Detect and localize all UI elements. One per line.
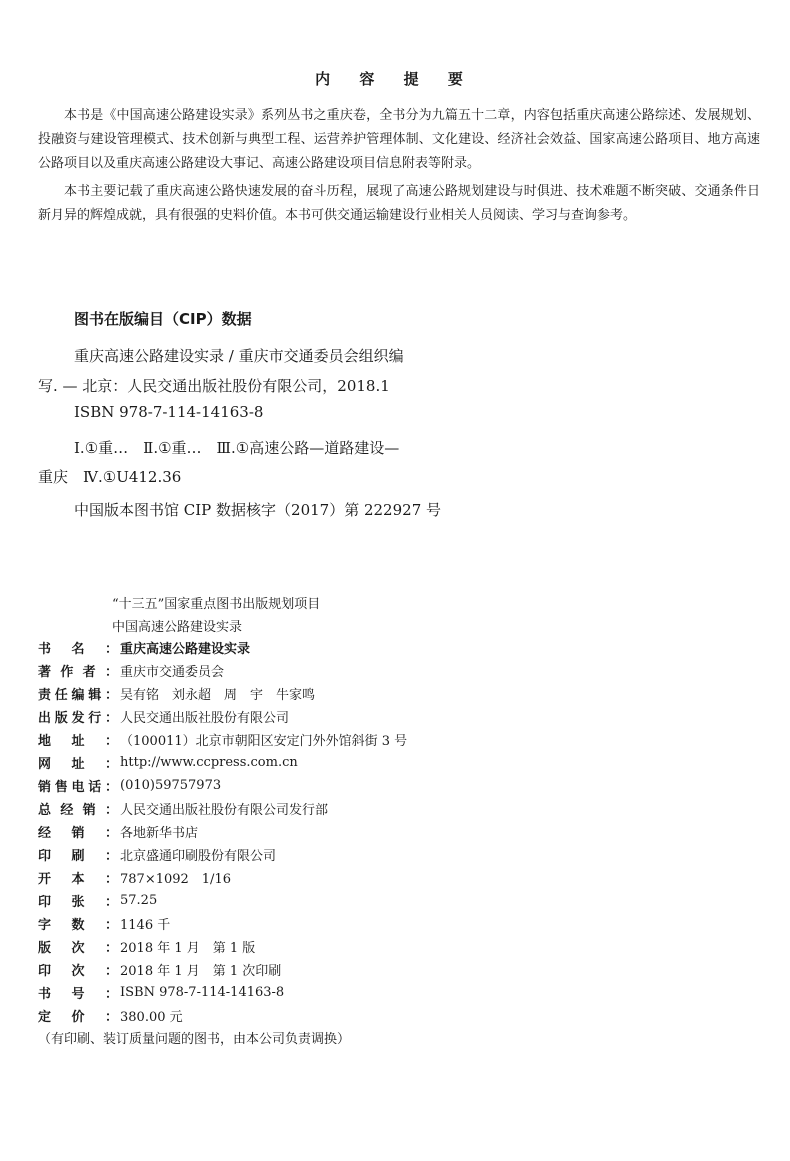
info-value: (010)59757973	[120, 777, 222, 793]
quality-notice: （有印刷、装订质量问题的图书，由本公司负责调换）	[38, 1032, 351, 1047]
info-value: 2018 年 1 月 第 1 版	[120, 940, 256, 956]
info-row-author	[38, 660, 224, 680]
cip-heading: 图书在版编目（CIP）数据	[74, 310, 252, 328]
info-label: 网址：	[38, 756, 118, 772]
info-label: 印刷：	[38, 848, 118, 864]
info-row-website	[38, 752, 298, 772]
info-value: 各地新华书店	[120, 825, 199, 841]
info-value: （100011）北京市朝阳区安定门外外馆斜街 3 号	[120, 733, 408, 749]
info-label: 印张：	[38, 894, 118, 910]
info-row-edition	[38, 936, 255, 956]
cip-line-record-number: 中国版本图书馆 CIP 数据核字（2017）第 222927 号	[74, 501, 442, 519]
info-row-distributor	[38, 798, 328, 818]
info-row-printing	[38, 959, 281, 979]
info-label: 印次：	[38, 963, 118, 979]
info-row-dealer	[38, 821, 198, 841]
info-label: 定价：	[38, 1009, 118, 1025]
info-value: 北京盛通印刷股份有限公司	[120, 848, 277, 864]
cip-line-publisher: 写. — 北京：人民交通出版社股份有限公司，2018.1	[38, 377, 390, 395]
info-row-publisher	[38, 706, 289, 726]
info-row-title	[38, 637, 250, 657]
summary-paragraph-2-text: 本书主要记载了重庆高速公路快速发展的奋斗历程，展现了高速公路规划建设与时俱进、技术难题不断突破、交通条件日新月异的辉煌成就，具有很强的史料价值。本书可供交通运输建设行业相关人员阅读、学习与查询参考。	[38, 184, 760, 223]
summary-paragraph-1-text: 本书是《中国高速公路建设实录》系列丛书之重庆卷，全书分为九篇五十二章，内容包括重庆高速公路综述、发展规划、投融资与建设管理模式、技术创新与典型工程、运营养护管理体制、文化建设、经济社会效益、国家高速公路项目、地方高速公路项目以及重庆高速公路建设大事记、高速公路建设项目信息附表等附录。	[38, 108, 760, 171]
info-row-printer	[38, 844, 276, 864]
info-value: 重庆高速公路建设实录	[120, 641, 251, 657]
info-value: 人民交通出版社股份有限公司	[120, 710, 290, 726]
info-row-format	[38, 867, 231, 887]
info-value: 2018 年 1 月 第 1 次印刷	[120, 963, 282, 979]
info-row-editors	[38, 683, 315, 703]
info-label: 总经销：	[38, 802, 118, 818]
info-value: ISBN 978-7-114-14163-8	[120, 984, 285, 1000]
cip-line-isbn: ISBN 978-7-114-14163-8	[74, 403, 264, 421]
info-value: 380.00 元	[120, 1009, 183, 1025]
info-value: 重庆市交通委员会	[120, 664, 225, 680]
info-label: 地址：	[38, 733, 118, 749]
info-label: 销售电话：	[38, 779, 118, 795]
project-line-1: “十三五”国家重点图书出版规划项目	[112, 597, 321, 612]
summary-paragraph-1	[38, 104, 760, 176]
cip-line-classification: 重庆 Ⅳ.①U412.36	[38, 468, 182, 486]
info-label: 字数：	[38, 917, 118, 933]
summary-title: 内 容 提 要	[315, 70, 475, 88]
cip-line-subjects: Ⅰ.①重… Ⅱ.①重… Ⅲ.①高速公路—道路建设—	[74, 439, 400, 457]
info-label: 书号：	[38, 986, 118, 1002]
info-row-sheets	[38, 890, 157, 910]
info-row-address	[38, 729, 407, 749]
info-row-book-number	[38, 982, 284, 1002]
info-value: 57.25	[120, 892, 158, 908]
info-label: 版次：	[38, 940, 118, 956]
info-label: 出版发行：	[38, 710, 118, 726]
info-label: 经销：	[38, 825, 118, 841]
info-row-word-count	[38, 913, 170, 933]
info-value: http://www.ccpress.com.cn	[120, 754, 298, 770]
info-value: 1146 千	[120, 917, 171, 933]
info-label: 责任编辑：	[38, 687, 118, 703]
info-label: 著作者：	[38, 664, 118, 680]
info-label: 书名：	[38, 641, 118, 657]
summary-paragraph-2	[38, 180, 760, 228]
info-row-sales-phone	[38, 775, 221, 795]
info-value: 吴有铭 刘永超 周 宇 牛家鸣	[120, 687, 316, 703]
cip-line-title: 重庆高速公路建设实录 / 重庆市交通委员会组织编	[74, 347, 404, 365]
info-value: 787×1092 1/16	[120, 871, 231, 887]
project-line-2: 中国高速公路建设实录	[112, 620, 243, 635]
info-value: 人民交通出版社股份有限公司发行部	[120, 802, 329, 818]
info-label: 开本：	[38, 871, 118, 887]
info-row-price	[38, 1005, 183, 1025]
